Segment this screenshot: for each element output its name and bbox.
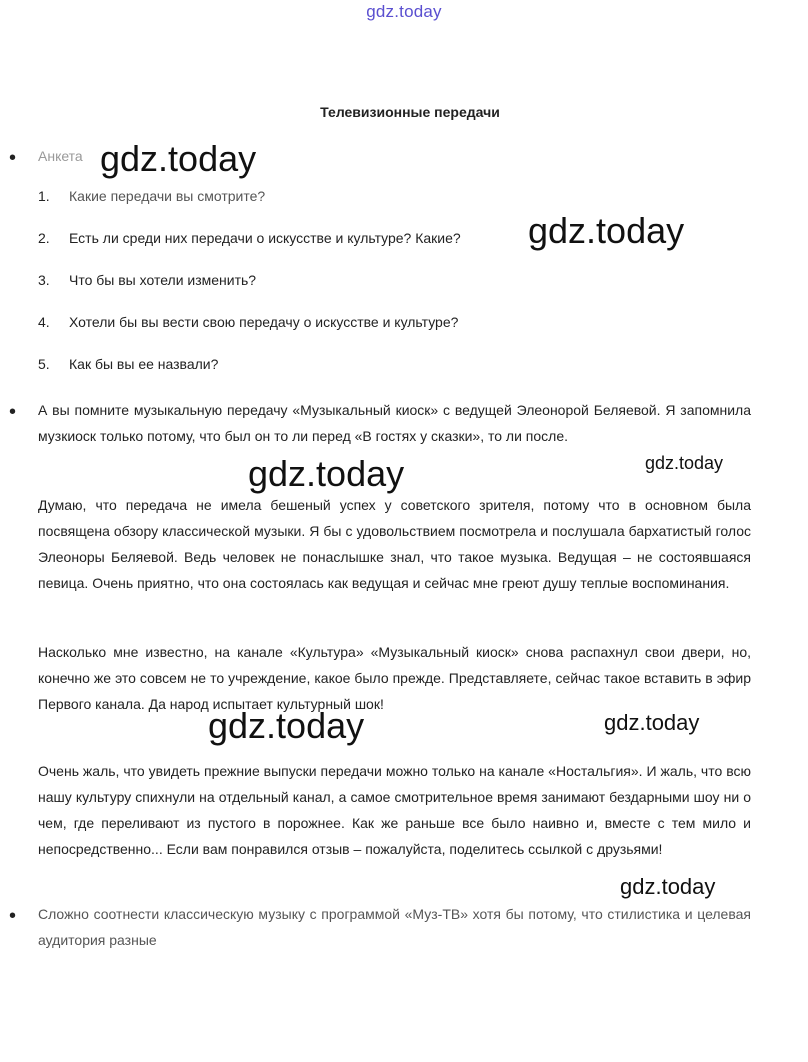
bullet-survey bbox=[9, 154, 17, 162]
survey-question bbox=[38, 188, 461, 230]
question-number: 5. bbox=[38, 356, 50, 372]
bullet-review bbox=[9, 408, 17, 416]
question-number: 3. bbox=[38, 272, 50, 288]
watermark: gdz.today bbox=[208, 705, 365, 746]
survey-question bbox=[38, 356, 461, 398]
question-text: Хотели бы вы вести свою передачу о искусстве и культуре? bbox=[69, 314, 459, 330]
question-text: Как бы вы ее назвали? bbox=[69, 356, 219, 372]
watermark: gdz.today bbox=[528, 210, 685, 251]
question-number: 1. bbox=[38, 188, 50, 204]
question-number: 4. bbox=[38, 314, 50, 330]
watermark: gdz.today bbox=[620, 874, 716, 899]
question-number: 2. bbox=[38, 230, 50, 246]
watermark: gdz.today bbox=[645, 453, 724, 473]
watermark: gdz.today bbox=[248, 453, 405, 494]
watermark: gdz.today bbox=[100, 138, 257, 179]
question-text: Какие передачи вы смотрите? bbox=[69, 188, 266, 204]
paragraph-culture-channel: Насколько мне известно, на канале «Культура» «Музыкальный киоск» снова распахнул свои двери, но, конечно же это совсем не то учреждение, какое было прежде. Представляете, сейчас такое вставить в эфир Первого канала. Да народ испытает культурный шок! bbox=[38, 644, 751, 712]
survey-question-list bbox=[38, 188, 461, 398]
bullet-muz-tv bbox=[9, 912, 17, 920]
survey-question bbox=[38, 314, 461, 356]
paragraph-muz-tv: Сложно соотнести классическую музыку с программой «Муз-ТВ» хотя бы потому, что стилистика и целевая аудитория разные bbox=[38, 906, 751, 948]
document-title: Телевизионные передачи bbox=[320, 104, 500, 120]
question-text: Что бы вы хотели изменить? bbox=[69, 272, 257, 288]
survey-question bbox=[38, 272, 461, 314]
survey-label: Анкета bbox=[38, 148, 83, 164]
watermark: gdz.today bbox=[604, 710, 700, 735]
paragraph-opinion: Думаю, что передача не имела бешеный успех у советского зрителя, потому что в основном была посвящена обзору классической музыки. Я бы с удовольствием посмотрела и послушала бархатистый голос Элеоноры Беляевой. Ведь человек не понаслышке знал, что такое музыка. Ведущая – не состоявшаяся певица. Очень приятно, что она состоялась как ведущая и сейчас мне греют душу теплые воспоминания. bbox=[38, 497, 751, 591]
header-watermark: gdz.today bbox=[366, 2, 442, 21]
paragraph-intro: А вы помните музыкальную передачу «Музыкальный киоск» с ведущей Элеонорой Беляевой. Я запомнила музкиоск только потому, что был он то ли перед «В гостях у сказки», то ли после. bbox=[38, 402, 751, 444]
survey-question bbox=[38, 230, 461, 272]
paragraph-nostalgia: Очень жаль, что увидеть прежние выпуски передачи можно только на канале «Ностальгия». И жаль, что всю нашу культуру спихнули на отдельный канал, а самое смотрительное время занимают бездарными шоу ни о чем, где переливают из пустого в порожнее. Как же раньше все было наивно и, вместе с тем мило и непосредственно... Если вам понравился отзыв – пожалуйста, поделитесь ссылкой с друзьями! bbox=[38, 763, 751, 857]
question-text: Есть ли среди них передачи о искусстве и культуре? Какие? bbox=[69, 230, 461, 246]
